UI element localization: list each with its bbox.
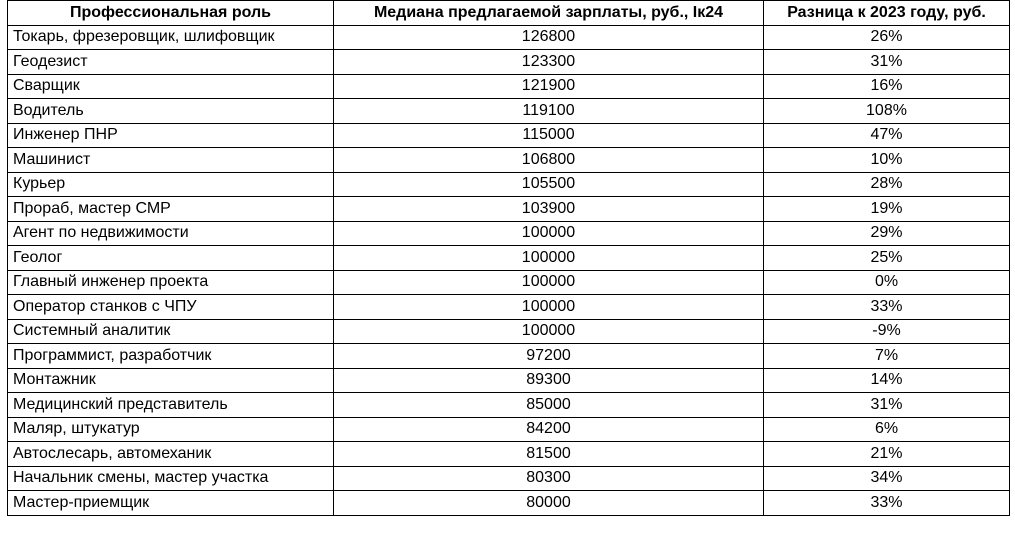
table-row <box>8 344 1010 369</box>
table-row <box>8 197 1010 222</box>
table-row <box>8 491 1010 516</box>
cell-change: 14% <box>764 368 1010 393</box>
cell-change: 6% <box>764 417 1010 442</box>
cell-median-salary: 80300 <box>334 466 764 491</box>
table-row <box>8 466 1010 491</box>
table-row <box>8 319 1010 344</box>
cell-role: Автослесарь, автомеханик <box>8 442 334 467</box>
cell-change: 26% <box>764 25 1010 50</box>
cell-change: 10% <box>764 148 1010 173</box>
cell-role: Геодезист <box>8 50 334 75</box>
cell-role: Курьер <box>8 172 334 197</box>
table-row <box>8 393 1010 418</box>
cell-median-salary: 100000 <box>334 270 764 295</box>
cell-median-salary: 119100 <box>334 99 764 124</box>
cell-change: 33% <box>764 295 1010 320</box>
table-row <box>8 123 1010 148</box>
cell-role: Машинист <box>8 148 334 173</box>
cell-median-salary: 121900 <box>334 74 764 99</box>
salary-table <box>7 0 1010 516</box>
cell-change: 21% <box>764 442 1010 467</box>
cell-role: Агент по недвижимости <box>8 221 334 246</box>
cell-median-salary: 123300 <box>334 50 764 75</box>
cell-change: 34% <box>764 466 1010 491</box>
cell-median-salary: 89300 <box>334 368 764 393</box>
table-row <box>8 50 1010 75</box>
cell-change: 31% <box>764 50 1010 75</box>
cell-role: Водитель <box>8 99 334 124</box>
cell-change: 47% <box>764 123 1010 148</box>
cell-median-salary: 85000 <box>334 393 764 418</box>
table-row <box>8 368 1010 393</box>
cell-role: Мастер-приемщик <box>8 491 334 516</box>
table-row <box>8 417 1010 442</box>
cell-role: Системный аналитик <box>8 319 334 344</box>
cell-change: 19% <box>764 197 1010 222</box>
cell-median-salary: 126800 <box>334 25 764 50</box>
table-row <box>8 246 1010 271</box>
cell-median-salary: 100000 <box>334 246 764 271</box>
cell-median-salary: 81500 <box>334 442 764 467</box>
cell-change: -9% <box>764 319 1010 344</box>
table-row <box>8 221 1010 246</box>
table-body <box>8 25 1010 515</box>
table-row <box>8 99 1010 124</box>
cell-median-salary: 80000 <box>334 491 764 516</box>
table-row <box>8 295 1010 320</box>
cell-role: Оператор станков с ЧПУ <box>8 295 334 320</box>
cell-median-salary: 105500 <box>334 172 764 197</box>
cell-role: Сварщик <box>8 74 334 99</box>
cell-role: Маляр, штукатур <box>8 417 334 442</box>
cell-role: Токарь, фрезеровщик, шлифовщик <box>8 25 334 50</box>
cell-median-salary: 115000 <box>334 123 764 148</box>
table-header-row <box>8 1 1010 26</box>
cell-change: 25% <box>764 246 1010 271</box>
cell-role: Медицинский представитель <box>8 393 334 418</box>
cell-role: Прораб, мастер СМР <box>8 197 334 222</box>
table-row <box>8 172 1010 197</box>
cell-role: Начальник смены, мастер участка <box>8 466 334 491</box>
cell-median-salary: 84200 <box>334 417 764 442</box>
cell-role: Монтажник <box>8 368 334 393</box>
header-role: Профессиональная роль <box>8 1 334 26</box>
table-row <box>8 148 1010 173</box>
cell-role: Геолог <box>8 246 334 271</box>
cell-change: 16% <box>764 74 1010 99</box>
cell-median-salary: 103900 <box>334 197 764 222</box>
cell-change: 108% <box>764 99 1010 124</box>
cell-change: 33% <box>764 491 1010 516</box>
table-row <box>8 74 1010 99</box>
table-row <box>8 442 1010 467</box>
cell-median-salary: 100000 <box>334 295 764 320</box>
table-row <box>8 25 1010 50</box>
header-median-salary: Медиана предлагаемой зарплаты, руб., Iк24 <box>334 1 764 26</box>
cell-change: 0% <box>764 270 1010 295</box>
cell-median-salary: 97200 <box>334 344 764 369</box>
cell-role: Инженер ПНР <box>8 123 334 148</box>
table-row <box>8 270 1010 295</box>
cell-role: Главный инженер проекта <box>8 270 334 295</box>
cell-change: 7% <box>764 344 1010 369</box>
cell-median-salary: 106800 <box>334 148 764 173</box>
cell-median-salary: 100000 <box>334 319 764 344</box>
cell-change: 31% <box>764 393 1010 418</box>
cell-change: 29% <box>764 221 1010 246</box>
header-change-2023: Разница к 2023 году, руб. <box>764 1 1010 26</box>
cell-median-salary: 100000 <box>334 221 764 246</box>
cell-change: 28% <box>764 172 1010 197</box>
cell-role: Программист, разработчик <box>8 344 334 369</box>
